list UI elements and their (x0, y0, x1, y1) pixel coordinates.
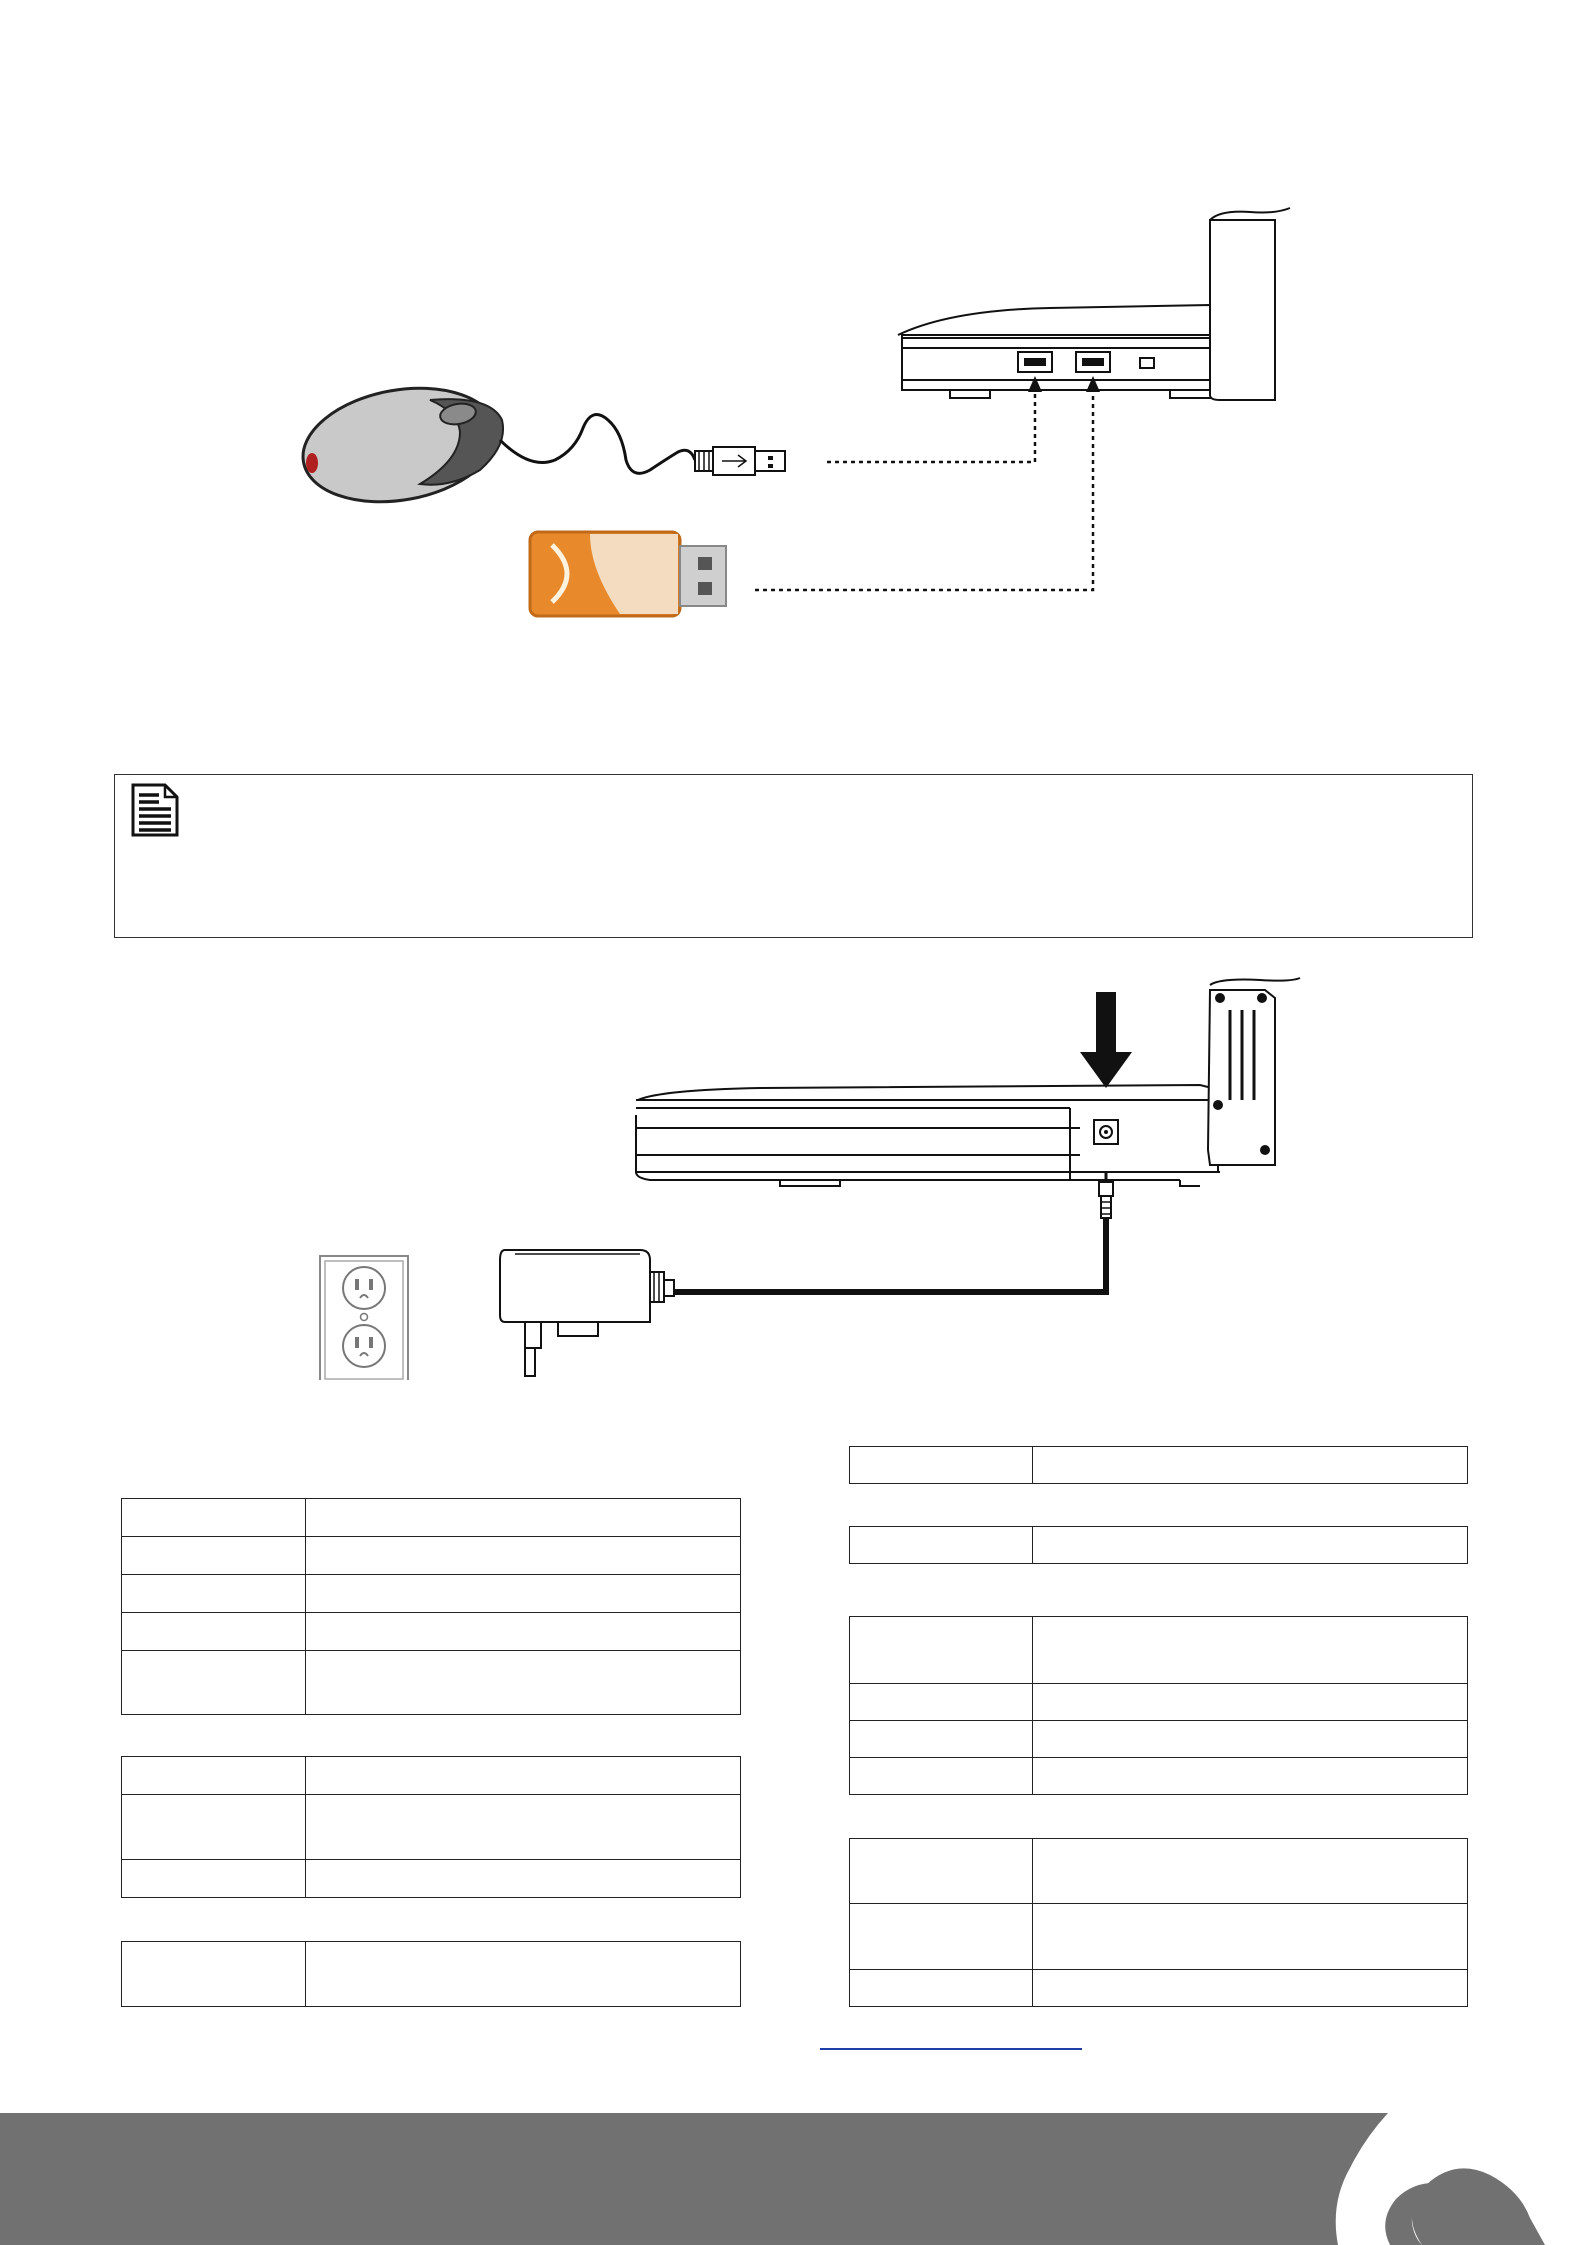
wall-outlet-illustration (320, 1256, 408, 1380)
table-cell-label (850, 1447, 1033, 1484)
table-cell-value (1033, 1758, 1468, 1795)
table-cell-label (122, 1499, 306, 1537)
table-row (850, 1970, 1468, 2007)
table-cell-label (850, 1684, 1033, 1721)
table-row (122, 1651, 741, 1715)
mouse-illustration (294, 374, 785, 516)
table-cell-value (1033, 1527, 1468, 1564)
table-cell-label (122, 1613, 306, 1651)
table-cell-value (1033, 1684, 1468, 1721)
note-icon (131, 783, 179, 837)
table-row (850, 1839, 1468, 1904)
spec-table-right-3 (849, 1616, 1468, 1795)
table-row (850, 1617, 1468, 1684)
table-cell-label (850, 1970, 1033, 2007)
table-cell-label (850, 1527, 1033, 1564)
spec-table-left-1 (121, 1498, 741, 1715)
brand-logo-icon (1330, 2113, 1587, 2245)
spec-table-left-2 (121, 1756, 741, 1898)
table-row (122, 1613, 741, 1651)
spec-table-right-2 (849, 1526, 1468, 1564)
spec-table-right-4 (849, 1838, 1468, 2007)
power-adapter-illustration (500, 1250, 674, 1376)
power-cable (672, 1218, 1106, 1292)
table-row (122, 1499, 741, 1537)
flash-drive-connection-line (755, 392, 1093, 590)
table-cell-label (122, 1942, 306, 2007)
table-row (122, 1795, 741, 1860)
table-row (122, 1757, 741, 1795)
usb-connection-diagram (290, 170, 1310, 630)
table-cell-label (850, 1617, 1033, 1684)
device-side-view (636, 978, 1300, 1186)
table-cell-label (122, 1757, 306, 1795)
table-row (122, 1575, 741, 1613)
table-cell-label (850, 1721, 1033, 1758)
table-cell-value (306, 1651, 741, 1715)
table-cell-value (1033, 1447, 1468, 1484)
table-cell-label (850, 1904, 1033, 1970)
power-connection-diagram (300, 950, 1320, 1380)
table-row (122, 1537, 741, 1575)
table-cell-label (122, 1575, 306, 1613)
table-cell-value (1033, 1617, 1468, 1684)
spec-table-left-3 (121, 1941, 741, 2007)
note-box (114, 774, 1473, 938)
down-arrow-icon (1080, 992, 1132, 1088)
table-cell-value (1033, 1904, 1468, 1970)
table-cell-value (1033, 1721, 1468, 1758)
table-cell-value (1033, 1839, 1468, 1904)
table-row (122, 1860, 741, 1898)
table-row (850, 1758, 1468, 1795)
table-row (850, 1527, 1468, 1564)
table-cell-value (306, 1860, 741, 1898)
table-cell-value (306, 1942, 741, 2007)
table-cell-value (306, 1537, 741, 1575)
table-cell-value (1033, 1970, 1468, 2007)
table-cell-label (850, 1839, 1033, 1904)
spec-table-right-1 (849, 1446, 1468, 1484)
table-cell-value (306, 1757, 741, 1795)
table-cell-value (306, 1613, 741, 1651)
table-cell-label (122, 1651, 306, 1715)
table-cell-value (306, 1795, 741, 1860)
website-link[interactable] (820, 2024, 1082, 2050)
table-row (122, 1942, 741, 2007)
table-cell-value (306, 1499, 741, 1537)
table-row (850, 1447, 1468, 1484)
mouse-connection-line (827, 392, 1035, 462)
footer-band (0, 2113, 1587, 2245)
table-cell-label (122, 1537, 306, 1575)
table-row (850, 1684, 1468, 1721)
table-row (850, 1721, 1468, 1758)
table-cell-label (122, 1795, 306, 1860)
table-cell-value (306, 1575, 741, 1613)
table-cell-label (122, 1860, 306, 1898)
table-row (850, 1904, 1468, 1970)
table-cell-label (850, 1758, 1033, 1795)
usb-flash-drive-illustration (530, 532, 726, 616)
